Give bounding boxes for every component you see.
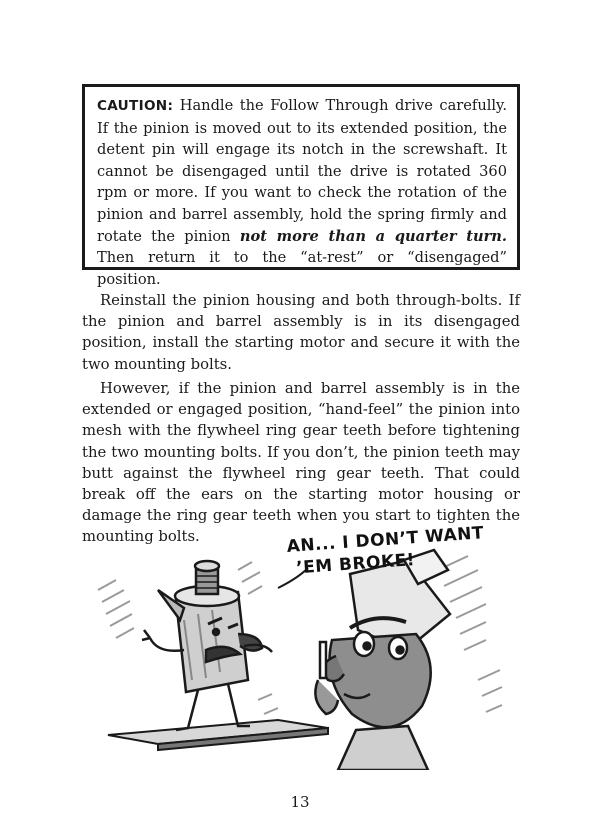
caution-label: CAUTION: [97, 98, 174, 114]
mechanic-character [315, 550, 450, 770]
caution-emphasis: not more than a quarter turn. [239, 227, 507, 245]
paragraph-reinstall: Reinstall the pinion housing and both through-bolts. If the pinion and barrel assembly is in its disengaged position, install the starting motor and secure it with the two mounting bolts. [82, 292, 520, 373]
paragraph-however: However, if the pinion and barrel assembly is in the extended or engaged position, “hand-feel” the pinion into mesh with the flywheel ring gear teeth before tightening the two mounting bolts. If you don’t, the pinion teeth may butt against the flywheel ring gear teeth. That could break off the ears on the starting motor housing or damage the ring gear teeth when you start to tighten the mounting bolts. [82, 380, 520, 546]
caution-text-before: Handle the Follow Through drive carefully. If the pinion is moved out to its extended position, the detent pin will engage its notch in the screwshaft. It cannot be disengaged until the drive is rotated 360 rpm or more. If you want to check the rotation of the pinion and barrel assembly, hold the spring firmly and rotate the pinion [97, 97, 507, 245]
caution-box [82, 84, 520, 288]
caution-text-after: Then return it to the “at-rest” or “disengaged” position. [97, 249, 507, 288]
table [108, 720, 328, 750]
speech-line-1: AN... I DON’T WANT [286, 523, 485, 557]
page-number: 13 [290, 793, 310, 811]
hatch-strokes [98, 556, 502, 714]
starter-motor-character [142, 561, 272, 730]
speech-line-2: ’EM BROKE! [295, 550, 416, 579]
